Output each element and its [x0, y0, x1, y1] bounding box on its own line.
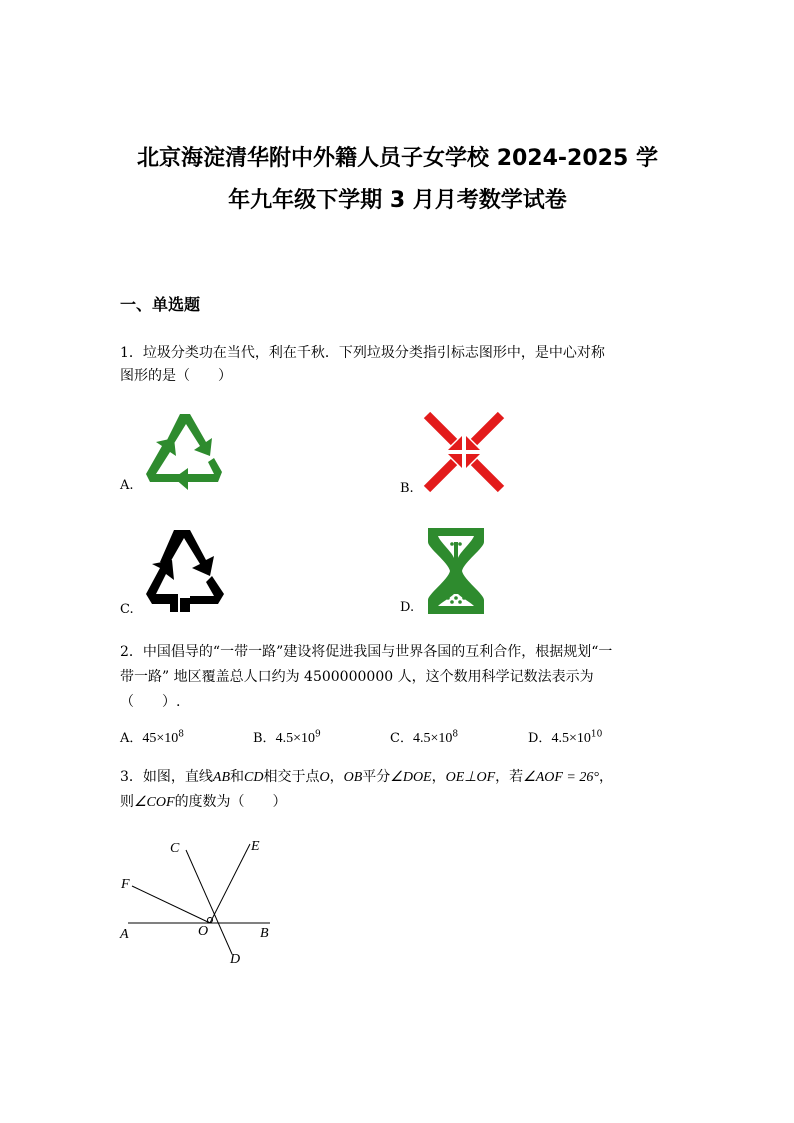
green-hourglass-icon	[424, 528, 488, 614]
section-heading: 一、单选题	[120, 295, 201, 314]
q3-doe: ∠DOE	[390, 770, 432, 785]
q3-then: 则	[120, 794, 134, 810]
label-o: O	[198, 924, 209, 939]
line-cd	[186, 850, 232, 954]
q2-option-d-exp: 10	[590, 729, 603, 740]
q3-ob: OB	[343, 770, 363, 785]
q3-text-line1	[120, 764, 680, 791]
q2-option-c-exp: 8	[452, 729, 459, 740]
q1-text-line2: 图形的是（ ）	[120, 368, 232, 384]
label-e: E	[251, 839, 260, 854]
label-c: C	[170, 841, 180, 856]
q3-bisect: 平分	[362, 769, 391, 785]
title-line-2: 年九年级下学期 3 月月考数学试卷	[228, 188, 567, 213]
q2-text-line3: （ ）.	[120, 694, 181, 710]
q1-option-b[interactable]: B.	[400, 481, 414, 496]
q1-option-d[interactable]: D.	[400, 600, 415, 615]
q2-option-d[interactable]	[528, 727, 602, 747]
q3-perp: OE⊥OF	[445, 770, 496, 785]
q2-option-b-label: B．	[253, 731, 276, 746]
q2-text-line1: 2．中国倡导的“一带一路”建设将促进我国与世界各国的互利合作，根据规划“一	[120, 644, 613, 660]
q2-option-c-base: 4.5×10	[412, 731, 453, 746]
label-a: A	[120, 927, 129, 942]
q1-option-a[interactable]: A.	[120, 478, 134, 493]
green-recycle-icon	[144, 412, 226, 488]
label-f: F	[121, 877, 130, 892]
q3-comma1: ，	[329, 769, 344, 785]
q2-option-c-label: C．	[390, 731, 413, 746]
q3-geometry-figure	[110, 832, 285, 972]
q1-text-line1: 1．垃圾分类功在当代，利在千秋．下列垃圾分类指引标志图形中，是中心对称	[120, 345, 605, 361]
q3-and: 和	[230, 769, 245, 785]
q1-option-c[interactable]: C.	[120, 602, 134, 617]
q3-text-line2	[120, 789, 680, 816]
q3-aof: ∠AOF = 26°	[523, 770, 599, 785]
q3-if: ，若	[495, 769, 524, 785]
q3-cd: CD	[244, 770, 264, 785]
ray-of	[132, 886, 210, 923]
label-d: D	[230, 952, 241, 967]
q2-option-a[interactable]	[120, 727, 184, 747]
black-recycle-icon	[144, 528, 226, 614]
label-b: B	[260, 926, 269, 941]
q2-option-c[interactable]	[390, 727, 458, 747]
q3-intersect: 相交于点	[263, 769, 320, 785]
q2-option-b-exp: 9	[314, 729, 321, 740]
q3-tail: 的度数为（ ）	[174, 794, 287, 810]
q3-cof: ∠COF	[134, 795, 175, 810]
q2-option-a-label: A．	[120, 731, 143, 746]
q2-option-b[interactable]	[253, 727, 321, 747]
q3-o: O	[319, 770, 330, 785]
q2-option-a-exp: 8	[178, 729, 185, 740]
q3-ab: AB	[212, 770, 231, 785]
q2-option-a-base: 45×10	[142, 731, 179, 746]
q3-comma2: ，	[431, 769, 446, 785]
red-arrows-cross-icon	[424, 412, 504, 492]
q2-option-b-base: 4.5×10	[275, 731, 315, 746]
ray-oe	[210, 844, 250, 923]
q2-option-d-base: 4.5×10	[551, 731, 591, 746]
title-line-1: 北京海淀清华附中外籍人员子女学校 2024-2025 学	[137, 146, 658, 171]
q2-option-d-label: D．	[528, 731, 552, 746]
q3-num: 3．如图，直线	[120, 769, 213, 785]
q3-comma3: ，	[598, 769, 613, 785]
q2-text-line2: 带一路” 地区覆盖总人口约为 4500000000 人，这个数用科学记数法表示为	[120, 669, 594, 685]
